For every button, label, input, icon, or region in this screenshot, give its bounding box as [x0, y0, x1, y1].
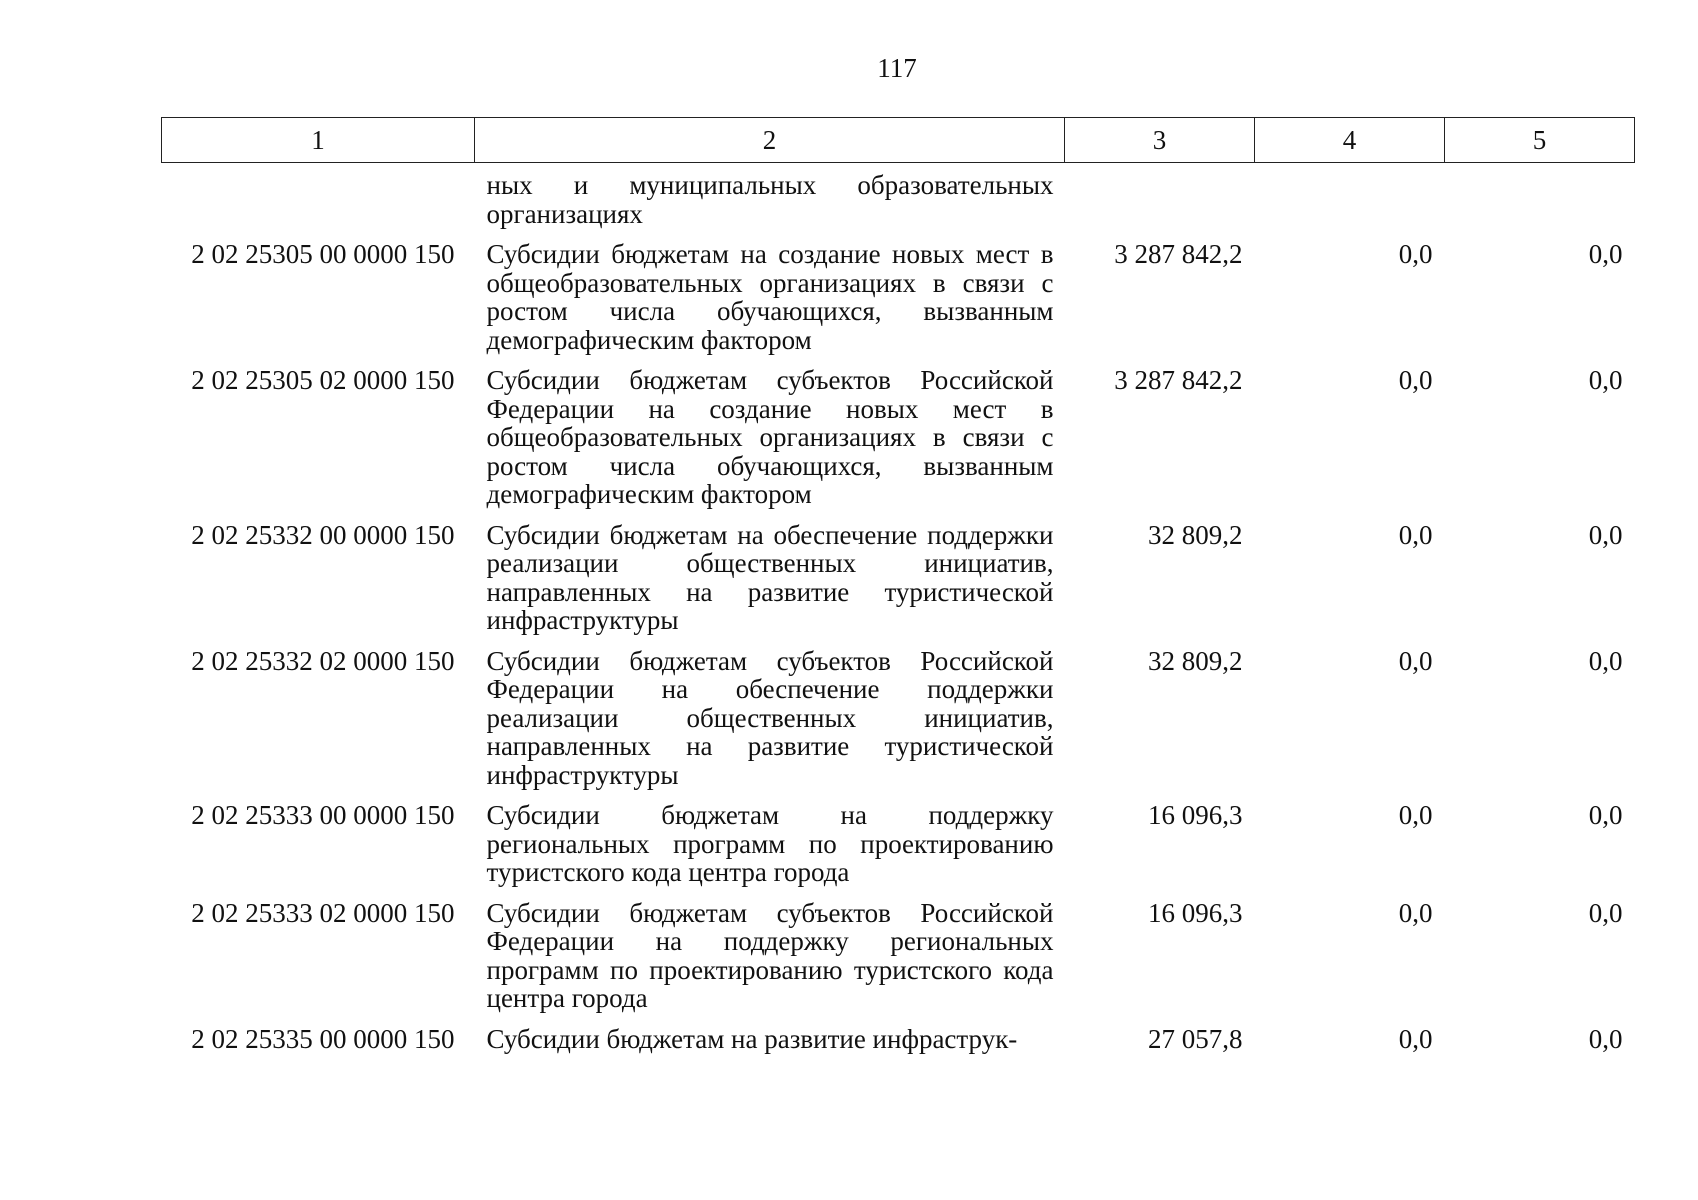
row-description: Субсидии бюджетам субъектов Российской Федерации на обеспечение поддержки реализации общественных инициатив, направленных на развитие туристической инфраструктуры	[486, 645, 1054, 790]
page-number: 117	[877, 53, 917, 83]
table-row	[162, 647, 1635, 802]
value-col-4: 0,0	[1398, 365, 1433, 395]
value-col-5: 0,0	[1588, 239, 1623, 269]
column-header-4: 4	[1255, 118, 1445, 163]
value-col-5: 0,0	[1588, 365, 1623, 395]
value-col-5: 0,0	[1588, 645, 1623, 676]
value-col-3: 16 096,3	[1148, 800, 1243, 830]
value-col-3: 27 057,8	[1148, 1023, 1243, 1054]
value-col-5: 0,0	[1588, 519, 1623, 550]
column-header-2: 2	[475, 118, 1065, 163]
budget-code: 2 02 25333 00 0000 150	[191, 800, 455, 830]
table-row	[162, 801, 1635, 899]
continuation-cell-3	[1065, 163, 1255, 241]
row-description: Субсидии бюджетам на поддержку региональных программ по проектированию туристского кода центра города	[486, 800, 1054, 887]
table-row	[162, 1025, 1635, 1066]
continuation-text: ных и муниципальных образовательных организациях	[486, 170, 1054, 229]
value-col-5: 0,0	[1588, 800, 1623, 830]
value-col-3: 3 287 842,2	[1114, 365, 1243, 395]
column-header-3: 3	[1065, 118, 1255, 163]
budget-code: 2 02 25305 02 0000 150	[191, 365, 455, 395]
budget-code: 2 02 25335 00 0000 150	[191, 1023, 455, 1054]
continuation-cell-5	[1445, 163, 1635, 241]
budget-code: 2 02 25332 02 0000 150	[191, 645, 455, 676]
value-col-4: 0,0	[1398, 645, 1433, 676]
value-col-4: 0,0	[1398, 239, 1433, 269]
value-col-4: 0,0	[1398, 519, 1433, 550]
column-header-5: 5	[1445, 118, 1635, 163]
table-row	[162, 366, 1635, 521]
value-col-5: 0,0	[1588, 1023, 1623, 1054]
row-description: Субсидии бюджетам субъектов Российской Федерации на создание новых мест в общеобразовательных организациях в связи с ростом числа обучающихся, вызванным демографическим фактором	[486, 365, 1054, 509]
value-col-4: 0,0	[1398, 800, 1433, 830]
row-description: Субсидии бюджетам субъектов Российской Федерации на поддержку региональных программ по проектированию туристского кода центра города	[486, 897, 1054, 1013]
value-col-4: 0,0	[1398, 1023, 1433, 1054]
row-description: Субсидии бюджетам на обеспечение поддержки реализации общественных инициатив, направленных на развитие туристической инфраструктуры	[486, 519, 1054, 635]
table-header	[162, 118, 1635, 163]
budget-table	[161, 117, 1635, 1065]
column-header-1: 1	[162, 118, 475, 163]
value-col-3: 32 809,2	[1148, 645, 1243, 676]
continuation-code-cell	[162, 163, 475, 241]
continuation-cell-4	[1255, 163, 1445, 241]
budget-code: 2 02 25305 00 0000 150	[191, 239, 455, 269]
table-row	[162, 521, 1635, 647]
header-row	[162, 118, 1635, 163]
table-row	[162, 240, 1635, 366]
value-col-4: 0,0	[1398, 897, 1433, 928]
budget-code: 2 02 25332 00 0000 150	[191, 519, 455, 550]
value-col-3: 16 096,3	[1148, 897, 1243, 928]
table-body	[162, 163, 1635, 1066]
row-description: Субсидии бюджетам на развитие инфраструк-	[486, 1023, 1018, 1054]
budget-code: 2 02 25333 02 0000 150	[191, 897, 455, 928]
value-col-5: 0,0	[1588, 897, 1623, 928]
value-col-3: 3 287 842,2	[1114, 239, 1243, 269]
row-description: Субсидии бюджетам на создание новых мест в общеобразовательных организациях в связи с ростом числа обучающихся, вызванным демографическим фактором	[486, 239, 1054, 355]
value-col-3: 32 809,2	[1148, 519, 1243, 550]
continuation-row	[162, 163, 1635, 241]
table-row	[162, 899, 1635, 1025]
